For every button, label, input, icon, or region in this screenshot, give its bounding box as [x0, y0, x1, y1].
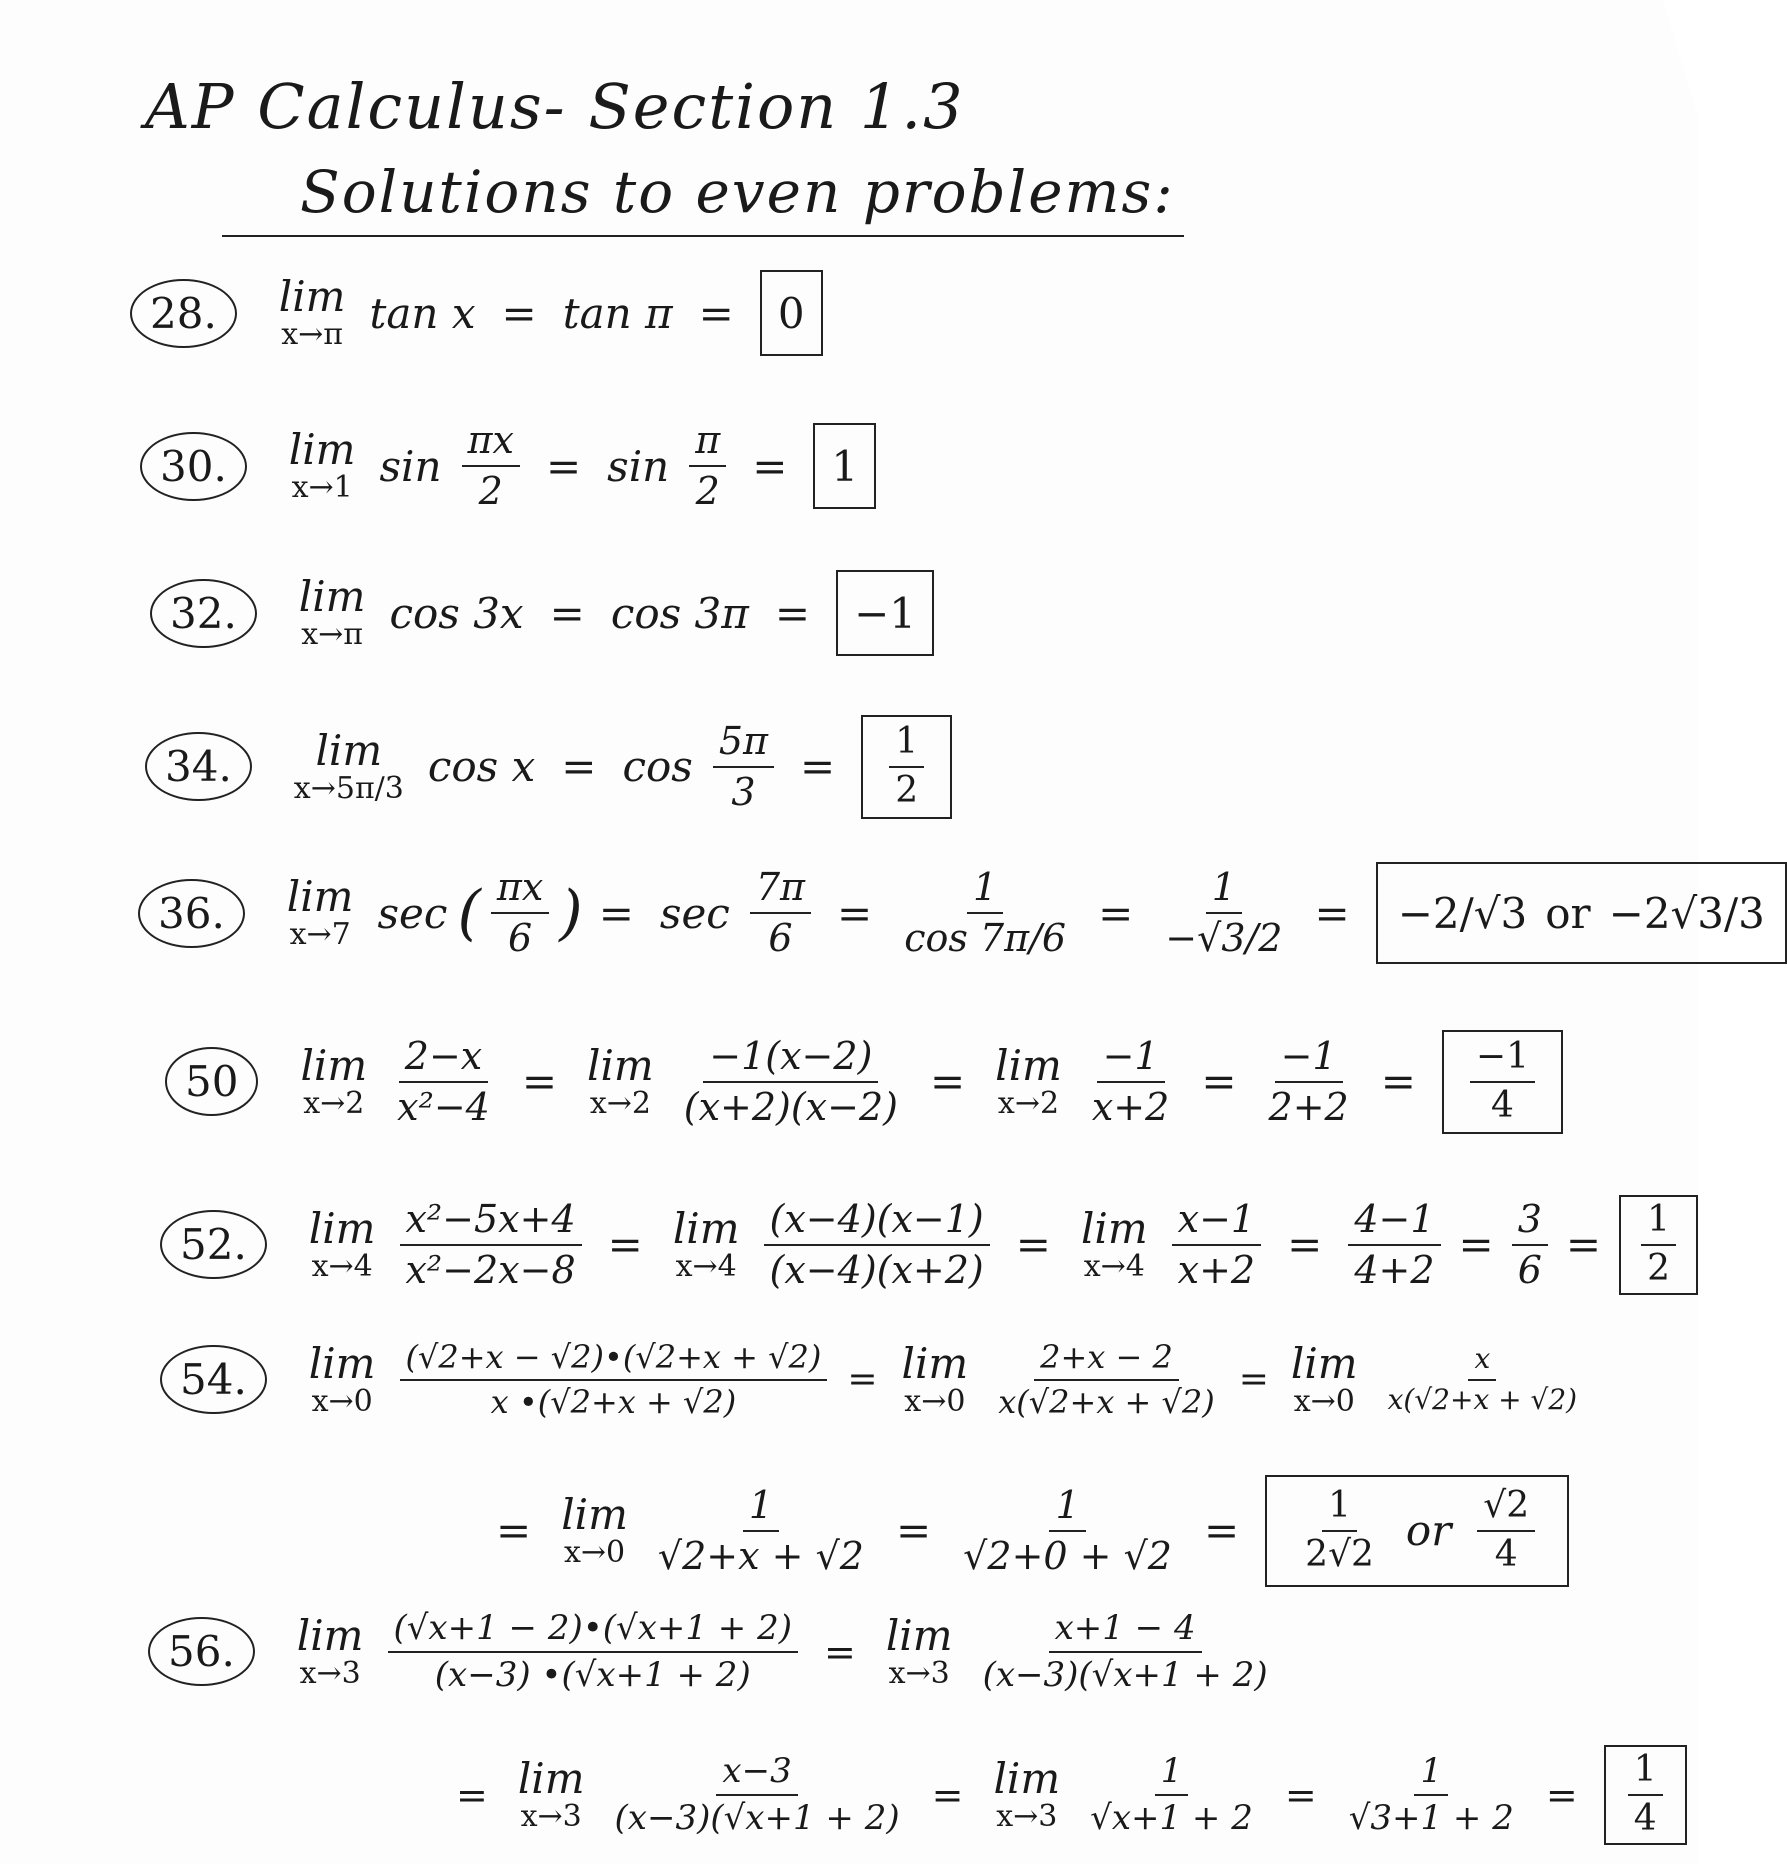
step-fraction-3: [1084, 1753, 1259, 1836]
lim-word: lim: [286, 872, 354, 922]
numerator: 1: [1414, 1753, 1448, 1796]
denominator: x²−4: [397, 1084, 490, 1129]
limit: [901, 1338, 969, 1419]
denominator: 2: [478, 469, 503, 514]
answer-b: −2√3/3: [1608, 888, 1765, 938]
problem-30: 30. lim x→1 sin $\frac{\pi x}{2}$ = sin $\frac{\pi}{2}$ = 1: [140, 420, 876, 512]
lim-word: lim: [288, 425, 356, 475]
denominator: (x−3)(√x+1 + 2): [982, 1654, 1268, 1695]
numerator: π: [689, 420, 726, 467]
problem-number: 50: [165, 1047, 258, 1116]
denominator: x²−2x−8: [405, 1247, 576, 1292]
limit: [995, 1041, 1062, 1122]
function: sin: [379, 441, 442, 491]
step-function: sec: [659, 888, 730, 938]
expression: cos 3x: [389, 588, 524, 638]
limit: [1080, 1204, 1148, 1285]
expression: cos x: [427, 742, 536, 792]
denominator: (x+2)(x−2): [683, 1084, 898, 1129]
step-fraction-3: [1159, 864, 1288, 960]
limit: [288, 425, 356, 506]
problem-56-continued: = lim x→3 $\frac{x-3}{(x-3)(√x+1 + 2)}$ = lim x→3 $\frac{1}{√x+1 + 2}$ = $\frac{1}{√3+1 + 2}$ = $\frac{1}{4}$: [440, 1745, 1687, 1845]
answer-fraction: [889, 723, 924, 811]
numerator: 1: [1155, 1753, 1189, 1796]
page-title: AP Calculus- Section 1.3: [145, 70, 965, 143]
answer-box: [1376, 862, 1787, 964]
lim-sub: x→0: [563, 1535, 626, 1571]
lim-sub: x→5π/3: [293, 771, 404, 807]
lim-word: lim: [298, 572, 366, 622]
numerator: −1: [1275, 1036, 1343, 1083]
problem-56: 56. lim x→3 $\frac{(√x+1 - 2)•(√x+1 + 2)}{(x-3) •(√x+1 + 2)}$ = lim x→3 $\frac{x+1 - 4}{(x-3)(√x+1 + 2)}$: [148, 1610, 1284, 1693]
lim-sub: x→2: [997, 1086, 1060, 1122]
answer-fraction: [1641, 1201, 1676, 1289]
numerator: 1: [1628, 1751, 1663, 1796]
step: cos 3π: [610, 588, 749, 638]
lim-sub: x→4: [311, 1249, 373, 1285]
lim-word: lim: [993, 1754, 1061, 1804]
function: sec: [377, 888, 448, 938]
denominator: 2: [695, 469, 720, 514]
lim-sub: x→2: [303, 1086, 365, 1122]
lim-word: lim: [587, 1041, 654, 1091]
numerator: 1: [743, 1485, 779, 1532]
limit: [278, 272, 346, 353]
fraction: [388, 1610, 799, 1693]
denominator: 6: [507, 916, 533, 960]
lim-word: lim: [278, 272, 346, 322]
step-fraction-2: [1086, 1033, 1175, 1129]
lim-word: lim: [672, 1204, 740, 1254]
lim-sub: x→0: [904, 1383, 966, 1419]
denominator: 6: [1517, 1247, 1542, 1292]
step-fraction: [992, 1340, 1221, 1419]
lim-sub: x→0: [1293, 1383, 1355, 1419]
lim-word: lim: [885, 1610, 953, 1660]
denominator: cos 7π/6: [904, 916, 1067, 960]
numerator: (√x+1 − 2)•(√x+1 + 2): [388, 1610, 799, 1653]
numerator: 1: [1206, 867, 1242, 914]
limit: [672, 1204, 740, 1285]
numerator: 3: [1512, 1199, 1548, 1246]
problem-28: 28. lim x→π tan x = tan π = 0: [130, 270, 823, 356]
lim-word: lim: [315, 726, 383, 776]
numerator: πx: [462, 420, 520, 467]
denominator: x(√2+x + √2): [1387, 1382, 1578, 1416]
lim-sub: x→3: [299, 1656, 361, 1692]
numerator: −1: [1097, 1036, 1165, 1083]
lim-sub: x→4: [1083, 1249, 1145, 1285]
problem-number: 34.: [145, 732, 252, 801]
denominator: √2+0 + √2: [963, 1533, 1172, 1578]
fraction: [462, 420, 520, 512]
step-fraction-2: [898, 864, 1072, 960]
answer-fraction-b: [1477, 1487, 1535, 1575]
step-function: sin: [607, 441, 670, 491]
step-fraction-2: [609, 1753, 906, 1836]
numerator: 1: [889, 723, 924, 768]
step-fraction: [713, 718, 774, 814]
answer-box: [1442, 1030, 1563, 1134]
denominator: √3+1 + 2: [1348, 1797, 1514, 1838]
numerator: 1: [967, 867, 1003, 914]
problem-number: 36.: [138, 879, 245, 948]
numerator: x+1 − 4: [1049, 1610, 1202, 1653]
step-fraction: [689, 420, 726, 512]
fraction: [400, 1196, 582, 1292]
problem-number: 54.: [160, 1345, 267, 1414]
denominator: 4: [1491, 1084, 1514, 1126]
denominator: x(√2+x + √2): [998, 1382, 1215, 1421]
denominator: −√3/2: [1165, 916, 1283, 960]
problem-number: 28.: [130, 279, 237, 348]
numerator: x²−5x+4: [400, 1199, 582, 1246]
limit: [993, 1754, 1061, 1835]
numerator: (x−4)(x−1): [764, 1199, 990, 1246]
denominator: 4: [1494, 1533, 1518, 1575]
step-fraction: [977, 1610, 1274, 1693]
denominator: 2: [1647, 1247, 1671, 1289]
denominator: √2+x + √2: [657, 1533, 864, 1578]
problem-54-continued: = lim x→0 $\frac{1}{√2+x + √2}$ = $\frac{1}{√2+0 + √2}$ = $\frac{1}{2√2}$ or $\frac{√2}{4}$: [480, 1475, 1569, 1587]
step-fraction-3: [1348, 1196, 1440, 1292]
step: tan π: [562, 288, 673, 338]
problem-number: 32.: [150, 579, 257, 648]
fraction: [400, 1340, 828, 1419]
denominator: 6: [768, 916, 793, 960]
lim-sub: x→3: [996, 1799, 1058, 1835]
denominator: 4+2: [1354, 1247, 1435, 1292]
answer-or: or: [1545, 888, 1591, 938]
numerator: 4−1: [1348, 1199, 1440, 1246]
problem-number: 30.: [140, 432, 247, 501]
denominator: 2√2: [1305, 1533, 1374, 1575]
answer-fraction: [1470, 1038, 1535, 1126]
step-fraction-4: [1512, 1196, 1548, 1292]
step-fraction-3: [1263, 1033, 1355, 1129]
limit: [1290, 1338, 1358, 1419]
numerator: 7π: [750, 867, 811, 914]
limit: [300, 1041, 368, 1122]
lim-sub: x→4: [675, 1249, 737, 1285]
answer-box: [1619, 1195, 1698, 1295]
denominator: (x−4)(x+2): [769, 1247, 984, 1292]
lim-word: lim: [308, 1338, 376, 1388]
numerator: πx: [491, 867, 549, 914]
lim-word: lim: [517, 1754, 585, 1804]
numerator: −1(x−2): [703, 1036, 878, 1083]
numerator: x: [1468, 1344, 1496, 1380]
fraction: [391, 1033, 496, 1129]
answer-box: [1604, 1745, 1687, 1845]
denominator: x+2: [1091, 1084, 1170, 1129]
answer-box: [1265, 1475, 1569, 1587]
numerator: 2+x − 2: [1034, 1340, 1179, 1381]
title-underline: [222, 235, 1184, 237]
lim-word: lim: [1080, 1204, 1148, 1254]
answer-box: [861, 715, 952, 819]
lim-sub: x→1: [291, 470, 353, 506]
numerator: √2: [1477, 1487, 1535, 1532]
answer-fraction-a: [1299, 1487, 1380, 1575]
problem-50: 50 lim x→2 $\frac{2-x}{\text{x²−4}}$ = lim x→2 $\frac{-1(x-2)}{(x+2)(x-2)}$ = lim x→2 $\frac{-1}{x+2}$ = $\frac{-1}{2+2}$ = $\frac{-1}{4}$: [165, 1030, 1563, 1134]
step-function: cos: [622, 742, 693, 792]
problem-number: 56.: [148, 1617, 255, 1686]
denominator: 4: [1633, 1797, 1657, 1839]
problem-54: 54. lim x→0 $\frac{(√2+x - √2)•(√2+x + √2)}{x •(√2+x + √2)}$ = lim x→0 $\frac{2+x - 2}{x(√2+x + √2)}$ = lim x→0 $\frac{x}{x(√2+x + √2)}$: [160, 1340, 1593, 1419]
lim-word: lim: [300, 1041, 368, 1091]
lim-sub: x→7: [289, 917, 351, 953]
denominator: (x−3) •(√x+1 + 2): [434, 1654, 751, 1695]
numerator: x−1: [1172, 1199, 1261, 1246]
step-fraction-2: [1382, 1344, 1583, 1414]
limit: [296, 1610, 364, 1692]
limit: [308, 1204, 376, 1285]
denominator: x+2: [1177, 1247, 1256, 1292]
denominator: (x−3)(√x+1 + 2): [614, 1797, 900, 1838]
limit: [286, 872, 354, 953]
numerator: −1: [1470, 1038, 1535, 1083]
step-fraction-4: [957, 1482, 1178, 1578]
lim-word: lim: [561, 1490, 628, 1540]
step-fraction-2: [1172, 1196, 1261, 1292]
step-fraction-4: [1343, 1753, 1520, 1836]
lim-word: lim: [1290, 1338, 1358, 1388]
numerator: 1: [1641, 1201, 1676, 1246]
step-fraction: [764, 1196, 990, 1292]
answer-fraction: [1628, 1751, 1663, 1839]
lim-sub: x→π: [281, 317, 344, 353]
lim-sub: x→π: [301, 617, 364, 653]
lim-word: lim: [995, 1041, 1062, 1091]
numerator: 1: [1049, 1485, 1085, 1532]
numerator: x−3: [716, 1753, 797, 1796]
limit: [587, 1041, 654, 1122]
limit: [885, 1610, 953, 1692]
denominator: √x+1 + 2: [1090, 1797, 1253, 1838]
expression: tan x: [369, 288, 476, 338]
step-fraction-3: [652, 1482, 870, 1578]
numerator: 2−x: [399, 1036, 488, 1083]
lim-word: lim: [308, 1204, 376, 1254]
page-corner: [1663, 0, 1699, 120]
answer-box: 1: [813, 423, 876, 509]
limit: [308, 1338, 376, 1419]
problem-34: 34. lim x→5π/3 cos x = cos $\frac{5\pi}{3}$ = $\frac{1}{2}$: [145, 715, 952, 819]
problem-32: 32. lim x→π cos 3x = cos 3π = −1: [150, 570, 934, 656]
denominator: 2+2: [1268, 1084, 1349, 1129]
lim-sub: x→3: [888, 1656, 950, 1692]
step-fraction: [678, 1033, 904, 1129]
problem-36: 36. lim x→7 sec ( $\frac{\pi x}{6}$ ) = sec $\frac{7\pi}{6}$ = $\frac{1}{\cos 7\pi/6}$ = $\frac{1}{-√3/2}$ = −2/√3 or −2√3/3: [138, 862, 1787, 964]
limit: [293, 726, 404, 807]
step-fraction: [750, 864, 811, 960]
limit: [561, 1490, 628, 1571]
lim-sub: x→2: [589, 1086, 651, 1122]
answer-or: or: [1405, 1506, 1452, 1556]
problem-number: 52.: [160, 1210, 267, 1279]
fraction: [491, 864, 549, 960]
answer-box: −1: [836, 570, 934, 656]
denominator: x •(√2+x + √2): [490, 1382, 737, 1421]
lim-word: lim: [296, 1610, 364, 1660]
page-subtitle: Solutions to even problems:: [300, 158, 1175, 226]
numerator: 1: [1322, 1487, 1357, 1532]
numerator: 5π: [713, 721, 774, 768]
lim-word: lim: [901, 1338, 969, 1388]
answer-box: 0: [760, 270, 823, 356]
answer-a: −2/√3: [1397, 888, 1528, 938]
lim-sub: x→3: [520, 1799, 582, 1835]
limit: [517, 1754, 585, 1835]
limit: [298, 572, 366, 653]
lim-sub: x→0: [311, 1383, 373, 1419]
denominator: 2: [895, 769, 919, 811]
denominator: 3: [731, 769, 756, 814]
problem-52: 52. lim x→4 $\frac{\text{x²−5x+4}}{\text{x²−2x−8}}$ = lim x→4 $\frac{(x-4)(x-1)}{(x-4)(x+2)}$ = lim x→4 $\frac{x-1}{x+2}$ = $\frac{4-1}{4+2}$ = $\frac{3}{6}$ = $\frac{1}{2}$: [160, 1195, 1698, 1295]
numerator: (√2+x − √2)•(√2+x + √2): [400, 1340, 828, 1381]
